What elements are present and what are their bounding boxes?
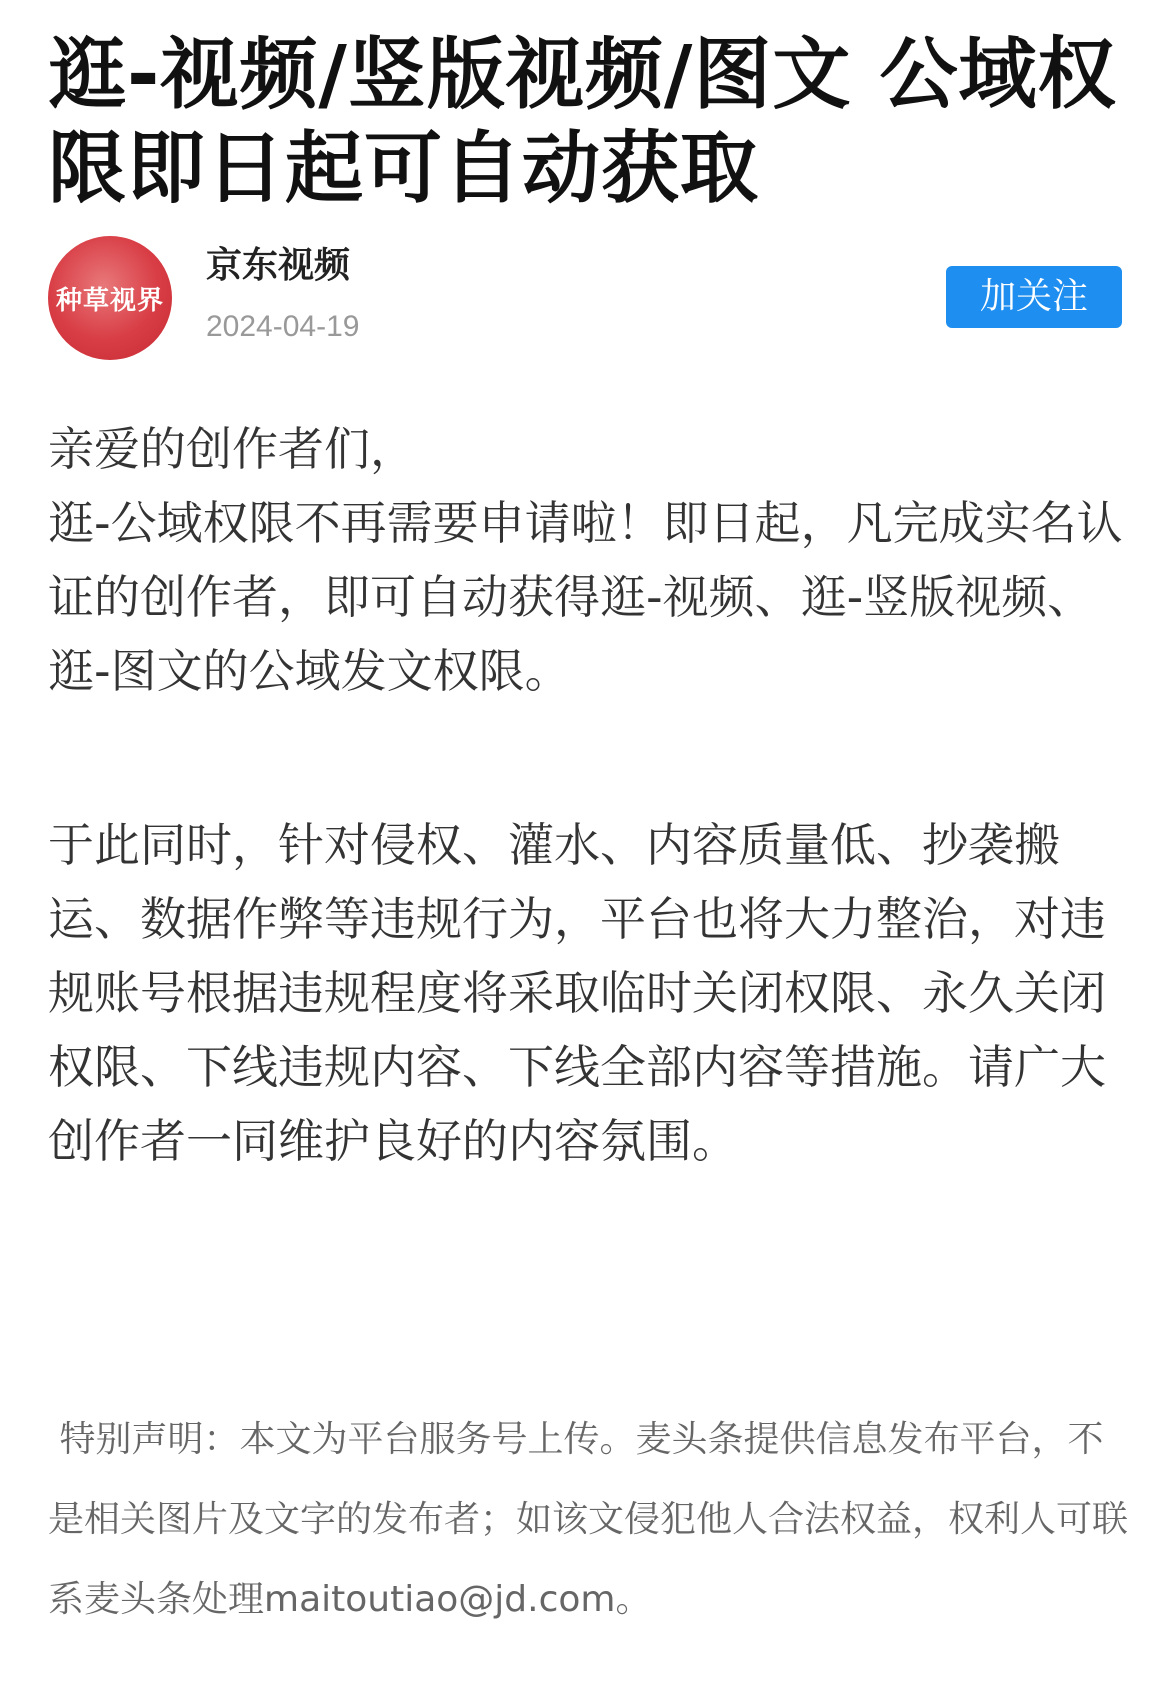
author-bar [48,236,1122,360]
avatar-logo-text: 种草视界 [55,285,164,316]
author-avatar[interactable] [48,236,172,360]
article-title: 逛-视频/竖版视频/图文 公域权限即日起可自动获取 [48,30,1117,214]
follow-button[interactable]: 加关注 [946,266,1122,328]
article-paragraph-1: 亲爱的创作者们， 逛-公域权限不再需要申请啦！即日起，凡完成实名认证的创作者，即可自动获得逛-视频、逛-竖版视频、逛-图文的公域发文权限。 [48,422,1123,698]
disclaimer-text: 特别声明：本文为平台服务号上传。麦头条提供信息发布平台，不是相关图片及文字的发布者；如该文侵犯他人合法权益，权利人可联系麦头条处理maitoutiao@jd.com。 [48,1419,1129,1620]
author-name[interactable]: 京东视频 [206,245,351,286]
article-paragraph-2: 于此同时，针对侵权、灌水、内容质量低、抄袭搬运、数据作弊等违规行为，平台也将大力整治，对违规账号根据违规程度将采取临时关闭权限、永久关闭权限、下线违规内容、下线全部内容等措施。请广大创作者一同维护良好的内容氛围。 [48,818,1106,1168]
publish-date: 2024-04-19 [206,310,360,343]
